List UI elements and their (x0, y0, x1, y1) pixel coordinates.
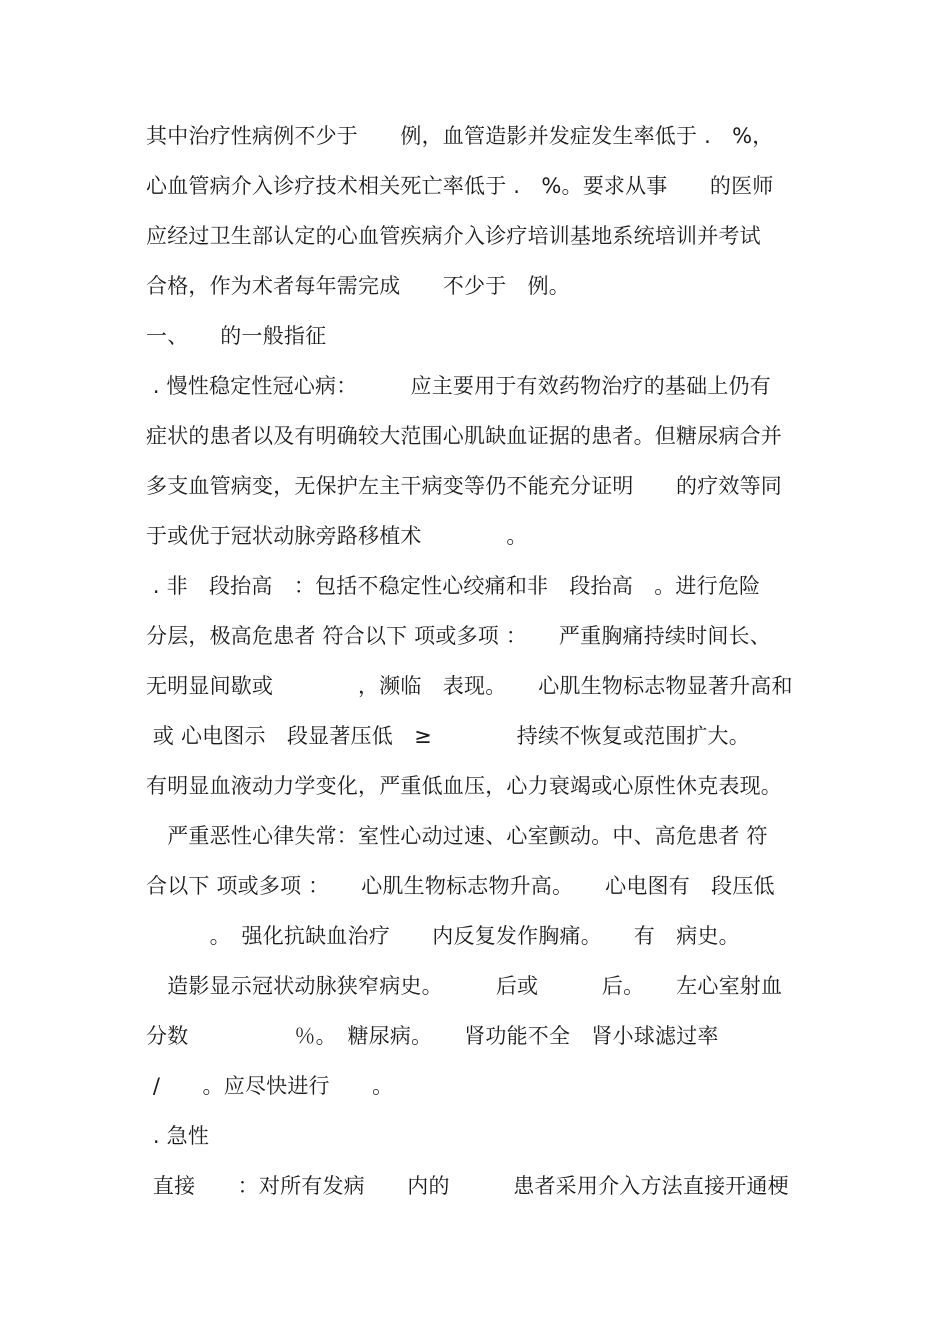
text-line: 造影显示冠状动脉狭窄病史。 后或 后。 左心室射血 (146, 974, 783, 998)
text-line: 症状的患者以及有明确较大范围心肌缺血证据的患者。但糖尿病合并 (146, 424, 782, 448)
text-line: . 慢性稳定性冠心病： 应主要用于有效药物治疗的基础上仍有 (146, 374, 771, 398)
text-line: 无明显间歇或 ，濒临 表现。 心肌生物标志物显著升高和 (146, 674, 793, 698)
text-line: 合以下 项或多项 ： 心肌生物标志物升高。 心电图有 段压低 (146, 874, 775, 898)
text-line: 或 心电图示 段显著压低 ≥ 持续不恢复或范围扩大。 (146, 724, 750, 748)
text-line: 分层，极高危患者 符合以下 项或多项 ： 严重胸痛持续时间长、 (146, 624, 771, 648)
text-line: 心血管病介入诊疗技术相关死亡率低于 . %。要求从事 的医师 (146, 174, 774, 198)
text-line: 。 强化抗缺血治疗 内反复发作胸痛。 有 病史。 (146, 924, 740, 948)
text-line: 直接 ：对所有发病 内的 患者采用介入方法直接开通梗 (146, 1174, 789, 1198)
text-line: 分数 ％。 糖尿病。 肾功能不全 肾小球滤过率 (146, 1024, 719, 1048)
text-line: 应经过卫生部认定的心血管疾病介入诊疗培训基地系统培训并考试 (146, 224, 761, 248)
text-line: . 非 段抬高 ：包括不稳定性心绞痛和非 段抬高 。进行危险 (146, 574, 761, 598)
text-line: 多支血管病变，无保护左主干病变等仍不能充分证明 的疗效等同 (146, 474, 782, 498)
text-line: / 。应尽快进行 。 (146, 1074, 394, 1098)
text-line: 于或优于冠状动脉旁路移植术 。 (146, 524, 528, 548)
text-line: 其中治疗性病例不少于 例，血管造影并发症发生率低于 . %， (146, 124, 774, 148)
text-line: 合格，作为术者每年需完成 不少于 例。 (146, 274, 570, 298)
text-line: . 急性 (146, 1124, 210, 1148)
text-line: 严重恶性心律失常：室性心动过速、心室颤动。中、高危患者 符 (146, 824, 768, 848)
section-heading: 一、 的一般指征 (146, 324, 327, 348)
text-line: 有明显血液动力学变化，严重低血压，心力衰竭或心原性休克表现。 (146, 774, 782, 798)
